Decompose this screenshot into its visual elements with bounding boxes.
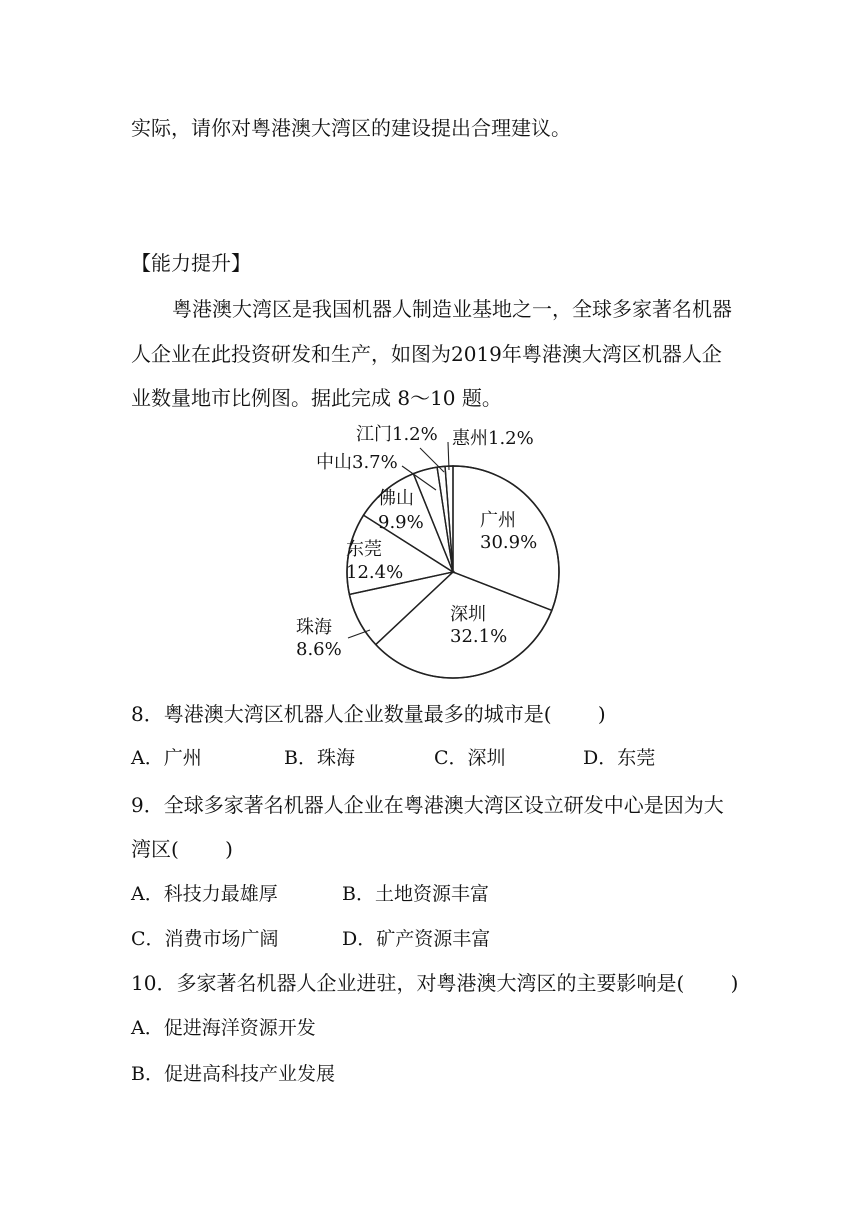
passage-line-1: 粤港澳大湾区是我国机器人制造业基地之一，全球多家著名机器 <box>172 297 732 321</box>
question-9-option-b[interactable]: B．土地资源丰富 <box>342 883 489 905</box>
passage-line-3: 业数量地市比例图。据此完成 8～10 题。 <box>131 386 502 410</box>
question-9-stem-line-2: 湾区( ) <box>131 837 233 861</box>
intro-tail: 实际，请你对粤港澳大湾区的建设提出合理建议。 <box>131 116 571 140</box>
pie-label-7: 江门1.2% <box>356 424 438 445</box>
pie-label-name-3: 珠海 <box>296 617 332 638</box>
question-9-option-d[interactable]: D．矿产资源丰富 <box>342 928 491 950</box>
question-10-option-b[interactable]: B．促进高科技产业发展 <box>131 1063 335 1085</box>
question-9-option-c[interactable]: C．消费市场广阔 <box>131 928 279 950</box>
passage-line-2: 人企业在此投资研发和生产，如图为2019年粤港澳大湾区机器人企 <box>131 342 722 366</box>
question-9-option-a[interactable]: A．科技力最雄厚 <box>131 883 278 905</box>
question-8-option-d[interactable]: D．东莞 <box>583 747 656 769</box>
pie-label-name-4: 东莞 <box>346 539 382 560</box>
pie-label-name-2: 深圳 <box>450 604 486 625</box>
pie-label-name-1: 广州 <box>480 510 516 531</box>
pie-label-value-3: 8.6% <box>296 639 342 660</box>
pie-label-value-2: 32.1% <box>450 626 508 647</box>
pie-label-value-4: 12.4% <box>346 562 404 583</box>
question-9-stem-line-1: 9．全球多家著名机器人企业在粤港澳大湾区设立研发中心是因为大 <box>131 793 724 817</box>
question-8-stem: 8．粤港澳大湾区机器人企业数量最多的城市是( ) <box>131 702 606 726</box>
question-10-stem: 10．多家著名机器人企业进驻，对粤港澳大湾区的主要影响是( ) <box>131 971 739 995</box>
question-8-option-b[interactable]: B．珠海 <box>284 747 355 769</box>
pie-label-value-1: 30.9% <box>480 532 538 553</box>
question-8-option-a[interactable]: A．广州 <box>131 747 202 769</box>
pie-chart <box>280 420 580 690</box>
question-8-option-c[interactable]: C．深圳 <box>434 747 506 769</box>
pie-label-name-5: 佛山 <box>378 488 414 509</box>
question-10-option-a[interactable]: A．促进海洋资源开发 <box>131 1017 316 1039</box>
pie-label-8: 惠州1.2% <box>452 428 534 449</box>
section-title: 【能力提升】 <box>131 251 251 275</box>
pie-label-value-5: 9.9% <box>378 512 424 533</box>
pie-label-6: 中山3.7% <box>316 452 398 473</box>
